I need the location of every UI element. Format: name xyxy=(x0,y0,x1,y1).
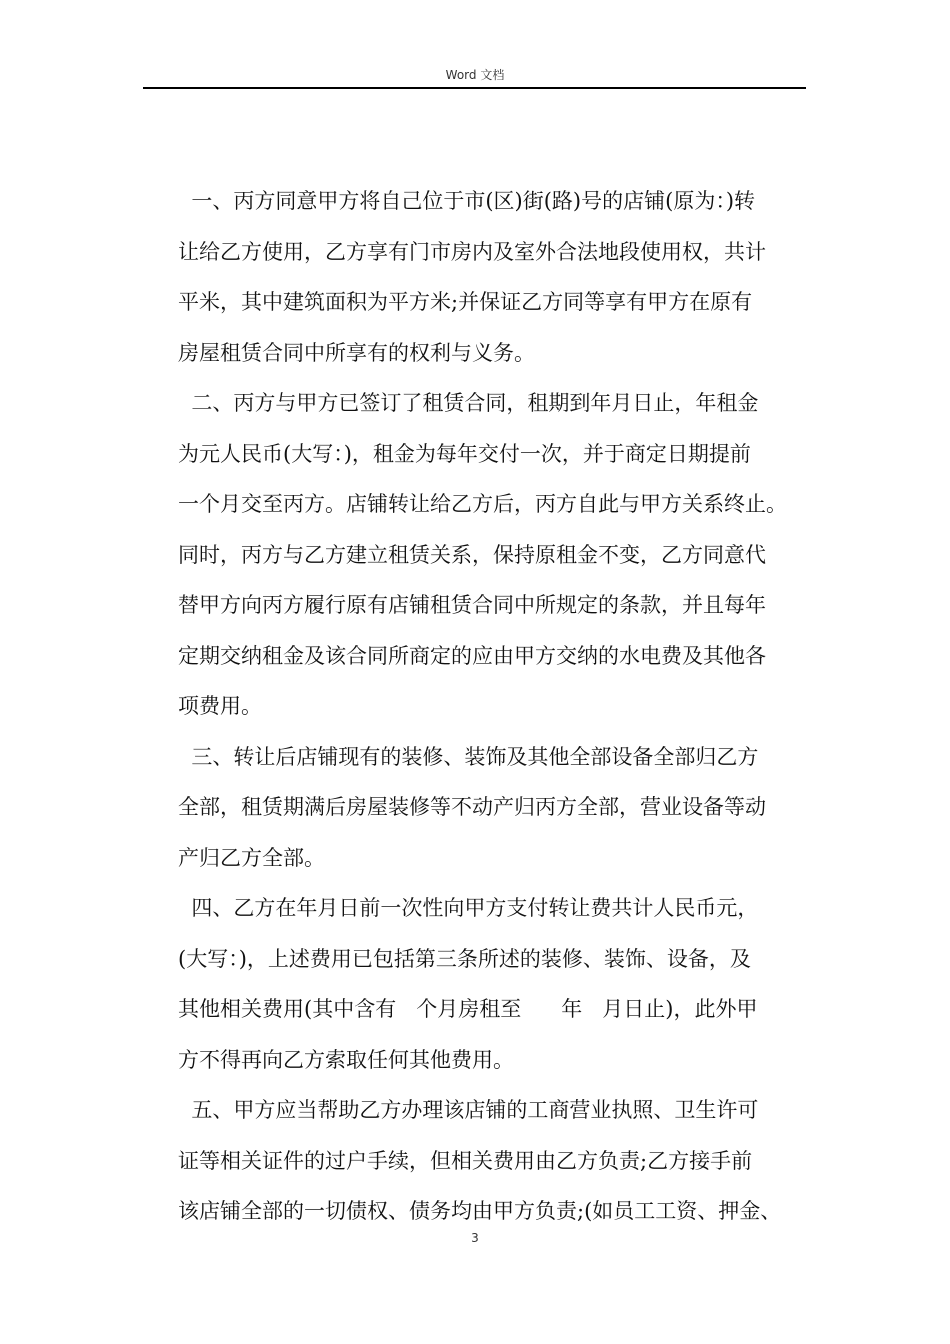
body-line: 一、丙方同意甲方将自己位于市(区)街(路)号的店铺(原为：)转 xyxy=(178,189,756,213)
page-header: Word 文档 xyxy=(445,68,505,82)
body-line: 房屋租赁合同中所享有的权利与义务。 xyxy=(178,340,535,365)
body-line: 全部，租赁期满后房屋装修等不动产归丙方全部，营业设备等动 xyxy=(178,795,766,819)
body-line: 该店铺全部的一切债权、债务均由甲方负责;(如员工工资、押金、 xyxy=(178,1199,782,1223)
body-line: 替甲方向丙方履行原有店铺租赁合同中所规定的条款，并且每年 xyxy=(178,593,766,617)
page-number: 3 xyxy=(471,1231,479,1245)
body-line: 其他相关费用(其中含有 个月房租至 年 月日止)，此外甲 xyxy=(178,997,758,1021)
body-line: 同时，丙方与乙方建立租赁关系，保持原租金不变，乙方同意代 xyxy=(178,542,766,567)
document-body xyxy=(178,176,818,1237)
header-divider xyxy=(143,87,806,89)
body-line: 三、转让后店铺现有的装修、装饰及其他全部设备全部归乙方 xyxy=(178,744,759,769)
body-line: 项费用。 xyxy=(178,694,262,718)
body-line: 一个月交至丙方。店铺转让给乙方后，丙方自此与甲方关系终止。 xyxy=(178,492,787,516)
body-line: 产归乙方全部。 xyxy=(178,845,325,870)
body-line: 二、丙方与甲方已签订了租赁合同，租期到年月日止，年租金 xyxy=(178,391,759,415)
body-line: (大写：)，上述费用已包括第三条所述的装修、装饰、设备，及 xyxy=(178,946,751,971)
body-line: 让给乙方使用，乙方享有门市房内及室外合法地段使用权，共计 xyxy=(178,239,766,264)
body-line: 为元人民币(大写：)，租金为每年交付一次，并于商定日期提前 xyxy=(178,441,751,466)
body-line: 证等相关证件的过户手续，但相关费用由乙方负责;乙方接手前 xyxy=(178,1148,753,1173)
body-line: 平米，其中建筑面积为平方米;并保证乙方同等享有甲方在原有 xyxy=(178,290,753,314)
body-line: 五、甲方应当帮助乙方办理该店铺的工商营业执照、卫生许可 xyxy=(178,1098,759,1122)
body-line: 方不得再向乙方索取任何其他费用。 xyxy=(178,1047,514,1072)
body-line: 四、乙方在年月日前一次性向甲方支付转让费共计人民币元， xyxy=(178,896,759,920)
body-line: 定期交纳租金及该合同所商定的应由甲方交纳的水电费及其他各 xyxy=(178,643,766,668)
